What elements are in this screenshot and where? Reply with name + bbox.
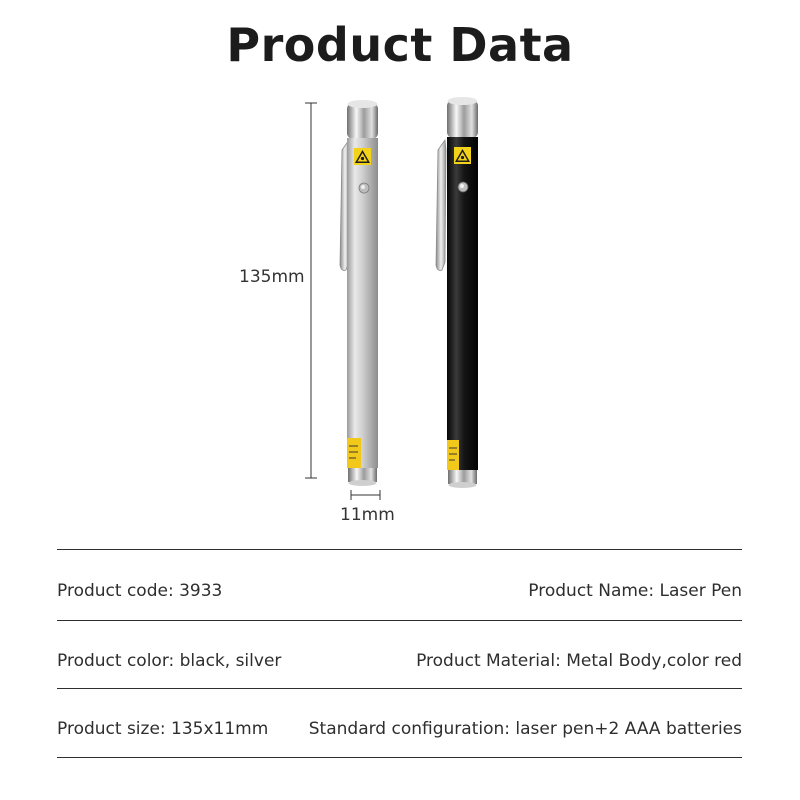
product-name: Product Name: Laser Pen [528, 581, 742, 601]
page-title: Product Data [226, 18, 574, 72]
divider [57, 757, 742, 758]
divider [57, 620, 742, 621]
product-color: Product color: black, silver [57, 651, 282, 671]
divider [57, 549, 742, 550]
length-label: 135mm [239, 267, 305, 287]
black-laser-pen [436, 97, 478, 488]
divider [57, 688, 742, 689]
product-material: Product Material: Metal Body,color red [416, 651, 742, 671]
standard-configuration: Standard configuration: laser pen+2 AAA batteries [308, 719, 742, 739]
silver-laser-pen [340, 100, 378, 486]
product-size: Product size: 135x11mm [57, 719, 269, 739]
width-dimension-line [351, 490, 380, 500]
width-label: 11mm [340, 505, 395, 525]
product-code: Product code: 3933 [57, 581, 223, 601]
length-dimension-line [305, 103, 317, 478]
